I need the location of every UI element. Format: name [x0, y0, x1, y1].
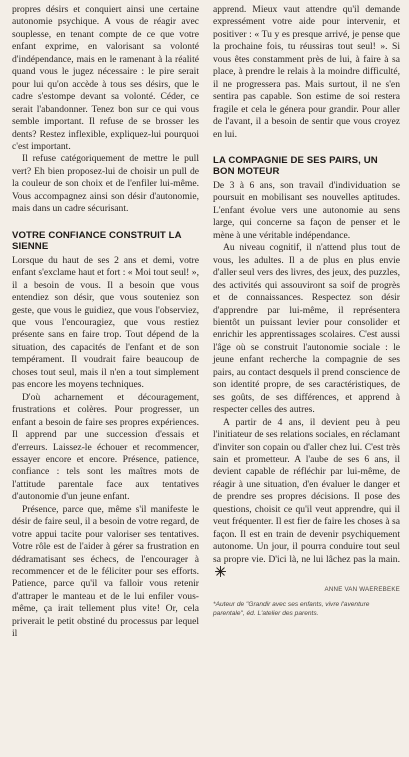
paragraph: Au niveau cognitif, il n'attend plus tout de vous, les adultes. Il a de plus en plus envie d'aller seul vers des livres, des jeux, des puzzles, des activités qui assouviront sa soif de progrès et de connaissances. Respectez son désir d'apprendre par lui-même, il représentera bientôt un puissant levier pour consolider et enrichir les apprentissages scolaires. C'est aussi l'âge où se construit l'autonomie sociale : le jeune enfant recherche la compagnie de ses pairs, au contact desquels il prend conscience de son identité propre, de ses caractéristiques, de ses goûts, de ses différences, et apprend à respecter celles des autres. — [213, 242, 400, 416]
author-credit: ANNE VAN WAEREBEKE — [324, 586, 400, 594]
paragraph: Lorsque du haut de ses 2 ans et demi, votre enfant s'exclame haut et fort : « Moi tout seul! », il a besoin de vous. Il a besoin que vous entendiez son désir, que vous souteniez son geste, que vous le guidiez, que vous l'observiez, que vous l'encouragiez, que vous restiez présente sans en faire trop. Tout dépend de la situation, des capacités de l'enfant et de son tempérament. Il voudrait faire beaucoup de choses tout seul, mais il n'en a tout simplement pas encore les moyens techniques. — [12, 254, 199, 391]
footnote: *Auteur de "Grandir avec ses enfants, vivre l'aventure parentale", éd. L'atelier des parents. — [213, 600, 370, 617]
section-heading: LA COMPAGNIE DE SES PAIRS, UN BON MOTEUR — [213, 154, 378, 178]
paragraph: propres désirs et conquiert ainsi une certaine autonomie psychique. A vous de réagir avec souplesse, en tenant compte de ce que votre enfant exprime, en valorisant sa volonté d'indépendance, mais en le ramenant à la réalité quand vous le jugez nécessaire : le pire serait pour lui qu'on accède à tous ses désirs, que le cadre s'estompe devant sa volonté. Céder, ce serait l'abandonner. Tenez bon sur ce qui vous semble important. Il refuse de se brosser les dents? Restez inflexible, expliquez-lui pourquoi c'est important. — [12, 4, 199, 152]
paragraph: Il refuse catégoriquement de mettre le pull vert? Eh bien proposez-lui de choisir un pull de la couleur de son choix et de l'enfiler lui-même. Vous accompagnez ainsi son désir d'autonomie, mais dans un cadre sécurisant. — [12, 153, 199, 215]
right-column — [213, 4, 400, 618]
end-ornament-icon — [215, 566, 226, 577]
section-heading: VOTRE CONFIANCE CONSTRUIT LA SIENNE — [12, 229, 182, 253]
paragraph: De 3 à 6 ans, son travail d'individuation se poursuit en mobilisant ses nouvelles aptitudes. L'enfant évolue vers une autonomie au sens large, qui concerne sa façon de penser et le mène à une véritable indépendance. — [213, 179, 400, 241]
paragraph: D'où acharnement et découragement, frustrations et colères. Pour progresser, un enfant a besoin de faire ses propres expériences. Il apprend par une succession d'essais et d'erreurs. Laissez-le échouer et recommencer, essayer encore et encore. Présence, patience, confiance : tels sont les maîtres mots de l'attitude parentale face aux tentatives d'autonomie d'un jeune enfant. — [12, 391, 199, 503]
paragraph: Présence, parce que, même s'il manifeste le désir de faire seul, il a besoin de votre regard, de votre appui tacite pour valoriser ses tentatives. Votre rôle est de l'aider à gérer sa frustration en dédramatisant ses échecs, de l'encourager à recommencer et de le féliciter pour ses efforts. Patience, parce qu'il va falloir vous retenir d'attraper le manteau et de le lui enfiler vous-même, ça irait tellement plus vite! Or, cela priverait le petit obstiné du processus par lequel il — [12, 503, 199, 640]
paragraph: apprend. Mieux vaut attendre qu'il demande expressément votre aide pour intervenir, et positiver : « Tu y es presque arrivé, je pense que la prochaine fois, tu réussiras tout seul! ». Si vous êtes constamment près de lui, à faire à sa place, à prendre le relais à la moindre difficulté, il ne progressera pas. Mais surtout, il ne s'en sentira pas capable. Son estime de soi restera fragile et cela le génera pour grandir. Pour aller de l'avant, il a besoin de sentir que vous croyez en lui. — [213, 4, 400, 140]
paragraph-final — [213, 417, 400, 581]
left-column — [12, 4, 199, 641]
paragraph-final-text: A partir de 4 ans, il devient peu à peu l'initiateur de ses relations sociales, en réclamant d'inviter son copain ou d'aller chez lui. C'est très sain et prometteur. A l'aube de ses 6 ans, il devient capable de réfléchir par lui-même, de réagir à une situation, d'en évaluer le danger et de prendre ses propres décisions. Il pose des questions, choisit ce qu'il veut apprendre, qui il veut fréquenter. Il est fier de faire les choses à sa façon. Il est en train de devenir psychiquement autonome. Un jour, il pourra conduire tout seul sa propre vie. D'ici là, ne lui lâchez pas la main. — [213, 416, 400, 565]
